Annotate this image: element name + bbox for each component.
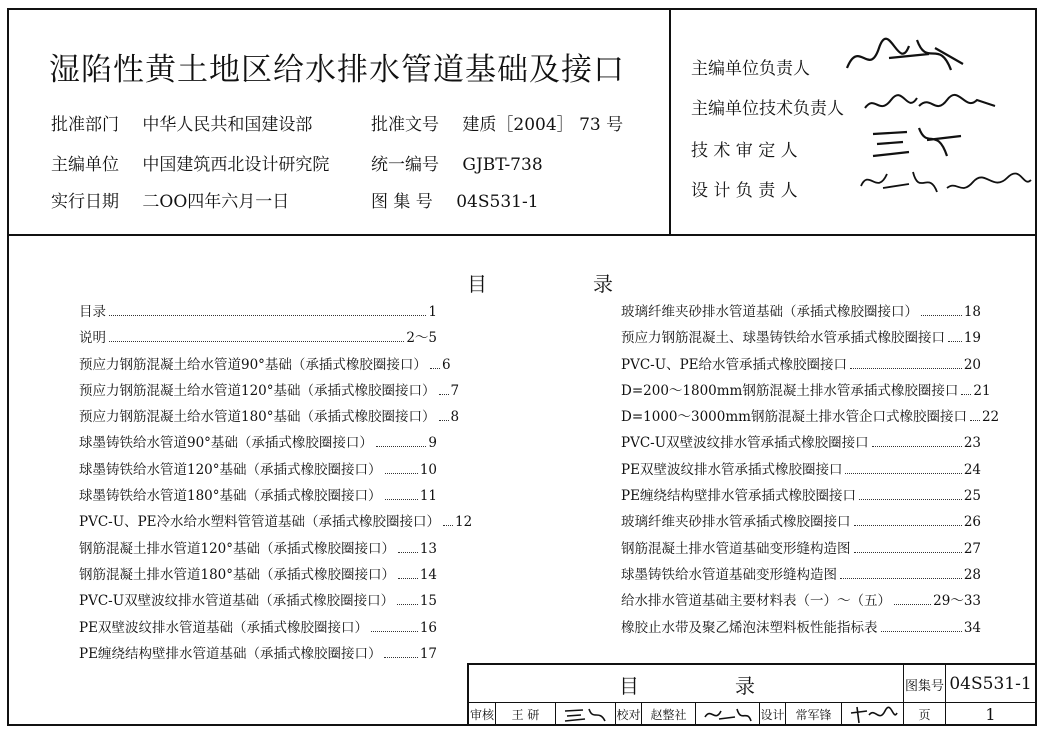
approval-dept-row [51, 110, 312, 135]
drawing-name-left: 目 [619, 673, 639, 698]
page-label: 页 [918, 708, 931, 722]
toc-heading-left: 目 [467, 272, 487, 296]
effective-date-label: 实行日期 [51, 192, 119, 212]
design-name: 常军锋 [795, 708, 832, 722]
title-block-divider [555, 702, 556, 726]
review-name: 王 研 [511, 708, 540, 722]
toc-item-page: 15 [419, 593, 437, 610]
toc-item-title: 钢筋混凝土排水管道120°基础（承插式橡胶圈接口） [79, 540, 396, 557]
title-block-divider [695, 702, 696, 726]
toc-item-title: PE缠绕结构壁排水管承插式橡胶圈接口 [621, 488, 856, 505]
toc-leader [398, 578, 418, 579]
signatory-label: 技 术 审 定 人 [691, 141, 798, 161]
toc-item-title: D=1000～3000mm钢筋混凝土排水管企口式橡胶圈接口 [621, 409, 967, 426]
toc-item-title: 球墨铸铁给水管道90°基础（承插式橡胶圈接口） [79, 435, 373, 452]
unified-number-label: 统一编号 [371, 155, 439, 175]
handwritten-signature-icon [861, 90, 1001, 120]
toc-item [621, 510, 981, 536]
toc-item [621, 326, 981, 352]
toc-item-page: 18 [963, 304, 981, 320]
approval-doc-row [371, 110, 623, 135]
toc-item-page: 34 [963, 619, 981, 636]
toc-item-page: 6 [441, 356, 451, 373]
signatory-panel [669, 10, 1035, 236]
toc-item-page: 8 [450, 409, 460, 426]
toc-item-page: 29～33 [933, 593, 981, 610]
toc-leader [439, 394, 449, 395]
toc-item [79, 431, 437, 457]
toc-item-title: 玻璃纤维夹砂排水管承插式橡胶圈接口 [621, 514, 851, 531]
handwritten-signature-icon [561, 705, 611, 725]
signatory-label: 主编单位负责人 [691, 59, 810, 79]
approval-dept-label: 批准部门 [51, 115, 119, 135]
approval-dept-value: 中华人民共和国建设部 [142, 115, 313, 135]
toc-item [621, 616, 981, 642]
toc-item-title: 预应力钢筋混凝土给水管道180°基础（承插式橡胶圈接口） [79, 409, 436, 426]
toc-item [79, 563, 437, 589]
chief-editor-label: 主编单位 [51, 155, 119, 175]
toc-item-page: 25 [963, 488, 981, 505]
toc-item-page: 16 [419, 619, 437, 636]
toc-item [79, 300, 437, 326]
toc-item-page: 17 [419, 645, 437, 662]
chief-editor-row [51, 150, 329, 175]
toc-leader [385, 499, 418, 500]
toc-leader [443, 525, 453, 526]
approval-doc-value: 建质［2004］ 73 号 [462, 115, 624, 135]
toc-item [621, 537, 981, 563]
toc-heading-right: 录 [593, 272, 613, 296]
toc-item [79, 642, 437, 668]
toc-item-title: 预应力钢筋混凝土给水管道90°基础（承插式橡胶圈接口） [79, 356, 427, 373]
toc-item [621, 589, 981, 615]
toc-leader [894, 604, 931, 605]
toc-item-page: 9 [428, 435, 437, 452]
toc-item-title: 球墨铸铁给水管道180°基础（承插式橡胶圈接口） [79, 488, 382, 505]
toc-item [79, 458, 437, 484]
toc-item-page: 11 [419, 488, 437, 505]
approval-doc-label: 批准文号 [371, 115, 439, 135]
toc-item-title: PVC-U双壁波纹排水管承插式橡胶圈接口 [621, 435, 869, 452]
toc-right-column [621, 300, 1000, 642]
review-label: 审核 [469, 708, 494, 722]
toc-item-title: 预应力钢筋混凝土、球墨铸铁给水管承插式橡胶圈接口 [621, 330, 945, 347]
toc-item-page: 24 [963, 461, 981, 478]
toc-item-title: 球墨铸铁给水管道120°基础（承插式橡胶圈接口） [79, 461, 382, 478]
unified-number-value: GJBT-738 [462, 155, 543, 175]
toc-leader [398, 552, 418, 553]
toc-item-page: 12 [455, 514, 473, 531]
toc-leader [872, 446, 962, 447]
signatory-label: 设 计 负 责 人 [691, 181, 798, 201]
atlas-number-value: 04S531-1 [456, 192, 539, 212]
chief-editor-value: 中国建筑西北设计研究院 [142, 155, 330, 175]
toc-item [621, 405, 1000, 431]
toc-item-page: 21 [973, 382, 991, 399]
toc-item-title: 橡胶止水带及聚乙烯泡沫塑料板性能指标表 [621, 619, 878, 636]
toc-item-title: D=200～1800mm钢筋混凝土排水管承插式橡胶圈接口 [621, 382, 959, 399]
toc-leader [970, 420, 980, 421]
toc-item [621, 379, 991, 405]
atlas-number-label: 图 集 号 [371, 192, 433, 212]
toc-leader [439, 420, 449, 421]
toc-item-title: 目录 [79, 304, 106, 320]
handwritten-signature-icon [701, 705, 755, 725]
handwritten-signature-icon [847, 705, 901, 725]
toc-item [79, 405, 460, 431]
toc-item-title: PVC-U、PE冷水给水塑料管管道基础（承插式橡胶圈接口） [79, 514, 441, 531]
page-value: 1 [985, 705, 996, 724]
toc-item [79, 379, 460, 405]
handwritten-signature-icon [857, 162, 1035, 206]
toc-item [79, 537, 437, 563]
toc-left-column [79, 300, 473, 668]
toc-item [621, 563, 981, 589]
toc-item-title: 给水排水管道基础主要材料表（一）～（五） [621, 593, 891, 610]
unified-number-row [371, 150, 543, 175]
toc-item-page: 22 [981, 409, 1000, 426]
check-label: 校对 [616, 708, 641, 722]
toc-item-title: 玻璃纤维夹砂排水管道基础（承插式橡胶圈接口） [621, 304, 918, 320]
toc-leader [109, 341, 404, 342]
toc-item [621, 431, 981, 457]
effective-date-row [51, 187, 289, 212]
toc-leader [430, 368, 440, 369]
toc-item-page: 26 [963, 514, 981, 531]
toc-item [621, 300, 981, 326]
toc-item-title: 说明 [79, 330, 106, 347]
toc-leader [948, 341, 962, 342]
toc-item [79, 510, 473, 536]
toc-item-page: 27 [963, 540, 981, 557]
atlas-title: 湿陷性黄土地区给水排水管道基础及接口 [49, 52, 625, 88]
toc-item [79, 484, 437, 510]
toc-leader [376, 446, 426, 447]
toc-leader [384, 657, 417, 658]
cover-header [9, 10, 1035, 236]
toc-leader [881, 631, 962, 632]
toc-item [621, 458, 981, 484]
atlas-label: 图集号 [904, 678, 944, 694]
effective-date-value: 二OO四年六月一日 [142, 192, 290, 212]
toc-item-page: 20 [963, 356, 981, 373]
toc-item-title: PVC-U、PE给水管承插式橡胶圈接口 [621, 356, 848, 373]
toc-item [79, 353, 451, 379]
toc-item-page: 1 [428, 304, 437, 320]
toc-item-title: PE双壁波纹排水管承插式橡胶圈接口 [621, 461, 843, 478]
toc-item-page: 2～5 [406, 330, 437, 347]
title-block [467, 663, 1035, 726]
toc-leader [385, 473, 418, 474]
toc-item-title: PE缠绕结构壁排水管道基础（承插式橡胶圈接口） [79, 645, 382, 662]
title-block-divider [841, 702, 842, 726]
toc-item-page: 10 [419, 461, 437, 478]
toc-item [621, 484, 981, 510]
toc-item-title: PE双壁波纹排水管道基础（承插式橡胶圈接口） [79, 619, 368, 636]
signatory-label: 主编单位技术负责人 [691, 99, 844, 119]
drawing-sheet [7, 8, 1037, 726]
toc-leader [961, 394, 971, 395]
toc-item [79, 589, 437, 615]
toc-leader [845, 473, 961, 474]
toc-leader [921, 315, 962, 316]
toc-item-title: 预应力钢筋混凝土给水管道120°基础（承插式橡胶圈接口） [79, 382, 436, 399]
atlas-number-row [371, 187, 539, 212]
toc-item [79, 616, 437, 642]
toc-item-page: 14 [419, 566, 437, 583]
toc-item-title: 球墨铸铁给水管道基础变形缝构造图 [621, 566, 837, 583]
toc-leader [850, 368, 962, 369]
toc-item-title: 钢筋混凝土排水管道180°基础（承插式橡胶圈接口） [79, 566, 396, 583]
toc-leader [854, 552, 962, 553]
toc-leader [397, 604, 418, 605]
toc-item-title: PVC-U双壁波纹排水管道基础（承插式橡胶圈接口） [79, 593, 395, 610]
toc-item-page: 7 [450, 382, 460, 399]
toc-item-page: 23 [963, 435, 981, 452]
toc-item-page: 28 [963, 566, 981, 583]
drawing-name-right: 录 [735, 673, 755, 698]
toc-item-title: 钢筋混凝土排水管道基础变形缝构造图 [621, 540, 851, 557]
toc-leader [859, 499, 962, 500]
toc-item-page: 19 [963, 330, 981, 347]
toc-item [79, 326, 437, 352]
toc-item [621, 353, 981, 379]
atlas-value: 04S531-1 [949, 674, 1032, 694]
toc-leader [854, 525, 962, 526]
toc-item-page: 13 [419, 540, 437, 557]
check-name: 赵整社 [650, 708, 687, 722]
design-label: 设计 [760, 708, 785, 722]
handwritten-signature-icon [867, 120, 967, 166]
handwritten-signature-icon [839, 28, 969, 84]
toc-leader [840, 578, 962, 579]
toc-leader [371, 631, 418, 632]
toc-leader [109, 315, 426, 316]
